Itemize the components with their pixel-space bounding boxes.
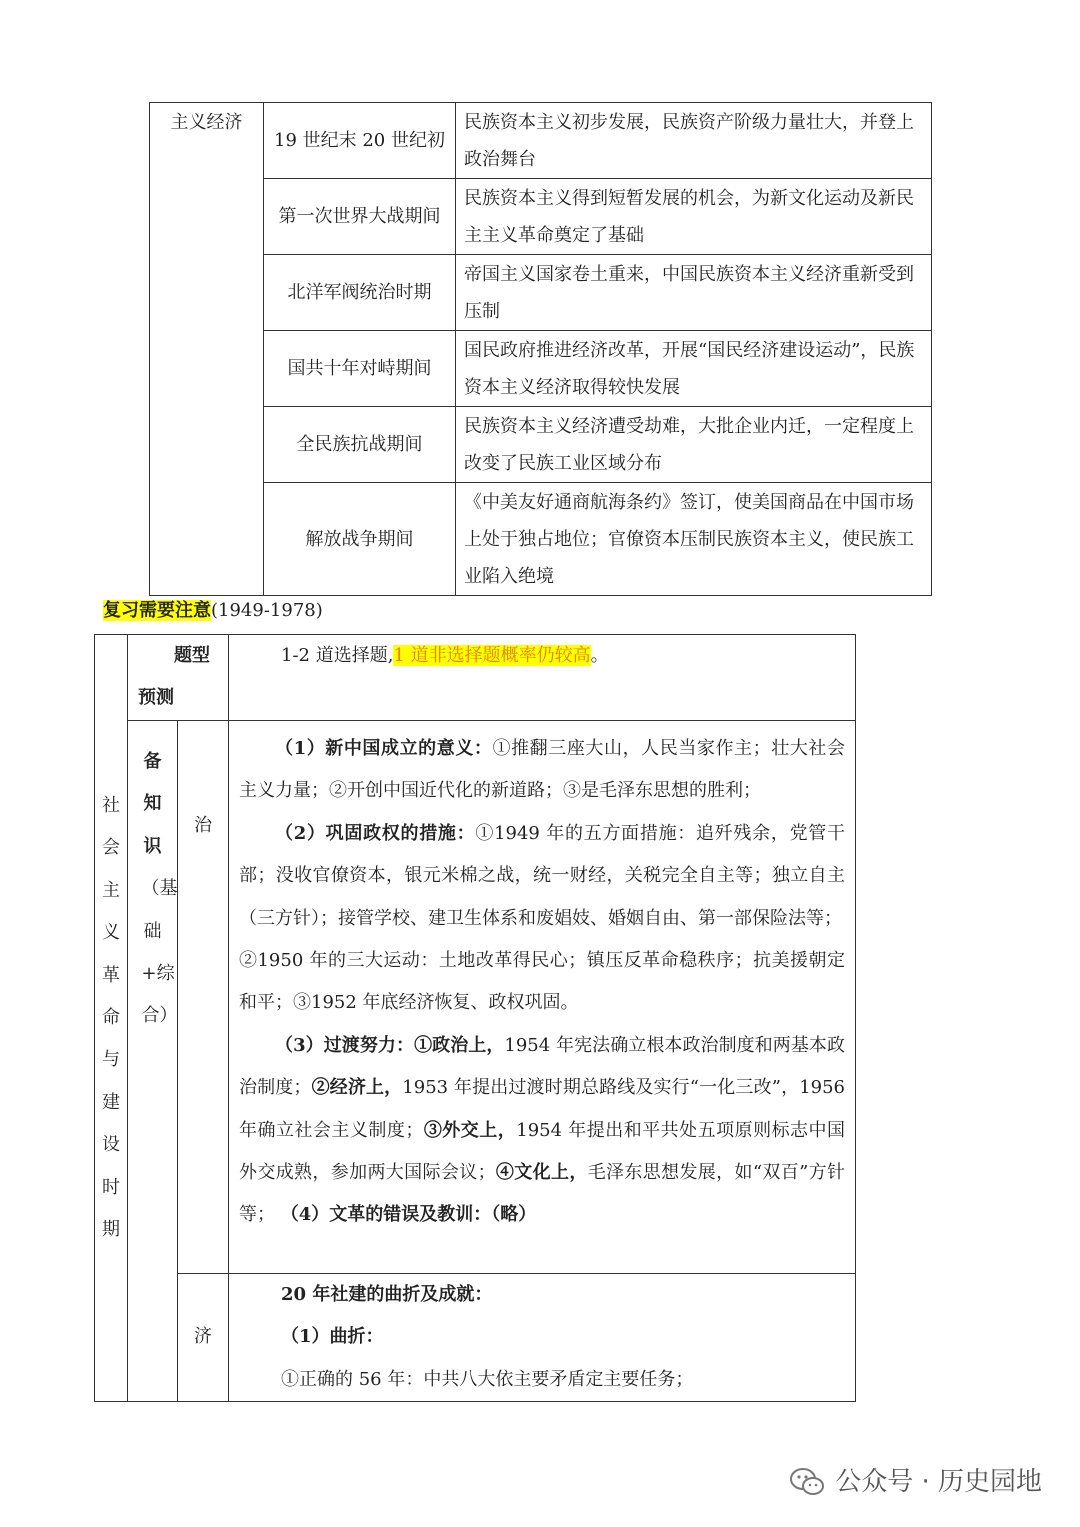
p4-heading: （3）过渡努力： [275, 1034, 415, 1056]
description-cell: 帝国主义国家卷土重来，中国民族资本主义经济重新受到压制 [456, 255, 932, 331]
type-text-highlight: 1 道非选择题概率仍较高 [393, 645, 591, 666]
economy-sub-heading: （1）曲折： [281, 1326, 384, 1348]
period-cell: 国共十年对峙期间 [264, 331, 456, 407]
economy-label: 济 [194, 1326, 212, 1347]
p4-b-label: ②经济上， [311, 1077, 403, 1099]
type-content-cell [229, 635, 856, 721]
politics-label: 治 [194, 815, 212, 836]
period-cell: 全民族抗战期间 [264, 407, 456, 483]
p4-d-label: ④文化上， [495, 1162, 588, 1184]
description-cell: 民族资本主义初步发展，民族资产阶级力量壮大，并登上政治舞台 [456, 103, 932, 179]
section-title-highlight: 复习需要注意 [103, 600, 211, 621]
p2-heading: （2）巩固政权的措施： [275, 822, 476, 844]
type-label-cell [128, 635, 229, 721]
type-text: 1-2 道选择题, [281, 645, 394, 666]
p3-body: ②1950 年的三大运动：土地改革得民心；镇压反革命稳秩序；抗美援朝定和平；③1952 年底经济恢复、政权巩固。 [239, 950, 845, 1014]
watermark [789, 1462, 1042, 1502]
category-cell: 主义经济 [150, 103, 264, 596]
p1-heading: （1）新中国成立的意义： [275, 738, 493, 759]
p4-c-text: 1954 年提出和平共处五项原则标志中国外交成熟，参加两大国际会议； [239, 1119, 846, 1184]
politics-content-cell [229, 721, 856, 1274]
description-cell: 民族资本主义经济遭受劫难，大批企业内迁，一定程度上改变了民族工业区域分布 [456, 407, 932, 483]
economy-item: ①正确的 56 年：中共八大依主要矛盾定主要任务； [281, 1368, 694, 1390]
type-label-1: 题型 [174, 645, 210, 666]
knowledge-label-bold: 备知识 [143, 751, 162, 857]
period-cell: 第一次世界大战期间 [264, 179, 456, 255]
knowledge-cell [128, 721, 178, 1402]
economy-heading: 20 年社建的曲折及成就： [281, 1284, 493, 1305]
p1-body: ①推翻三座大山，人民当家作主；壮大社会主义力量；②开创中国近代化的新道路；③是毛泽东思想的胜利； [239, 738, 845, 802]
knowledge-label-rest: （基础+综合） [141, 878, 178, 1027]
section-title-range: (1949-1978) [211, 600, 323, 621]
p4-c-label: ③外交上， [423, 1119, 517, 1141]
economy-content-cell [229, 1274, 856, 1402]
review-table [94, 634, 856, 1402]
politics-label-cell [178, 721, 229, 1274]
economy-history-table [149, 102, 932, 596]
description-cell: 民族资本主义得到短暂发展的机会，为新文化运动及新民主主义革命奠定了基础 [456, 179, 932, 255]
p4-e-label: （4）文革的错误及教训：（略） [280, 1204, 537, 1226]
p2-body: ①1949 年的五方面措施：追歼残余，党管干部；没收官僚资本，银元米棉之战，统一财经，关税完全自主等；独立自主（三方针）；接管学校、建卫生体系和废娼妓、婚姻自由、第一部保险法等； [239, 822, 845, 929]
era-label: 社会主义革命与建设时期 [102, 794, 120, 1240]
section-title [103, 598, 323, 624]
period-cell: 北洋军阀统治时期 [264, 255, 456, 331]
type-label-2: 预测 [138, 687, 174, 708]
description-cell: 《中美友好通商航海条约》签订，使美国商品在中国市场上处于独占地位；官僚资本压制民族资本主义，使民族工业陷入绝境 [456, 483, 932, 596]
watermark-text: 公众号 · 历史园地 [835, 1467, 1042, 1497]
p4-b-text: 1953 年提出过渡时期总路线及实行“一化三改”，1956 年确立社会主义制度； [239, 1077, 846, 1141]
p4-a-text: 1954 年宪法确立根本政治制度和两基本政治制度； [239, 1034, 846, 1099]
type-text-end: 。 [590, 645, 609, 666]
period-cell: 解放战争期间 [264, 483, 456, 596]
wechat-icon [789, 1467, 825, 1497]
economy-label-cell [178, 1274, 229, 1402]
period-cell: 19 世纪末 20 世纪初 [264, 103, 456, 179]
p4-d-text: 毛泽东思想发展，如“双百”方针等； [239, 1162, 846, 1226]
description-cell: 国民政府推进经济改革，开展“国民经济建设运动”，民族资本主义经济取得较快发展 [456, 331, 932, 407]
p4-a-label: ①政治上， [414, 1034, 505, 1056]
era-cell [95, 635, 128, 1402]
